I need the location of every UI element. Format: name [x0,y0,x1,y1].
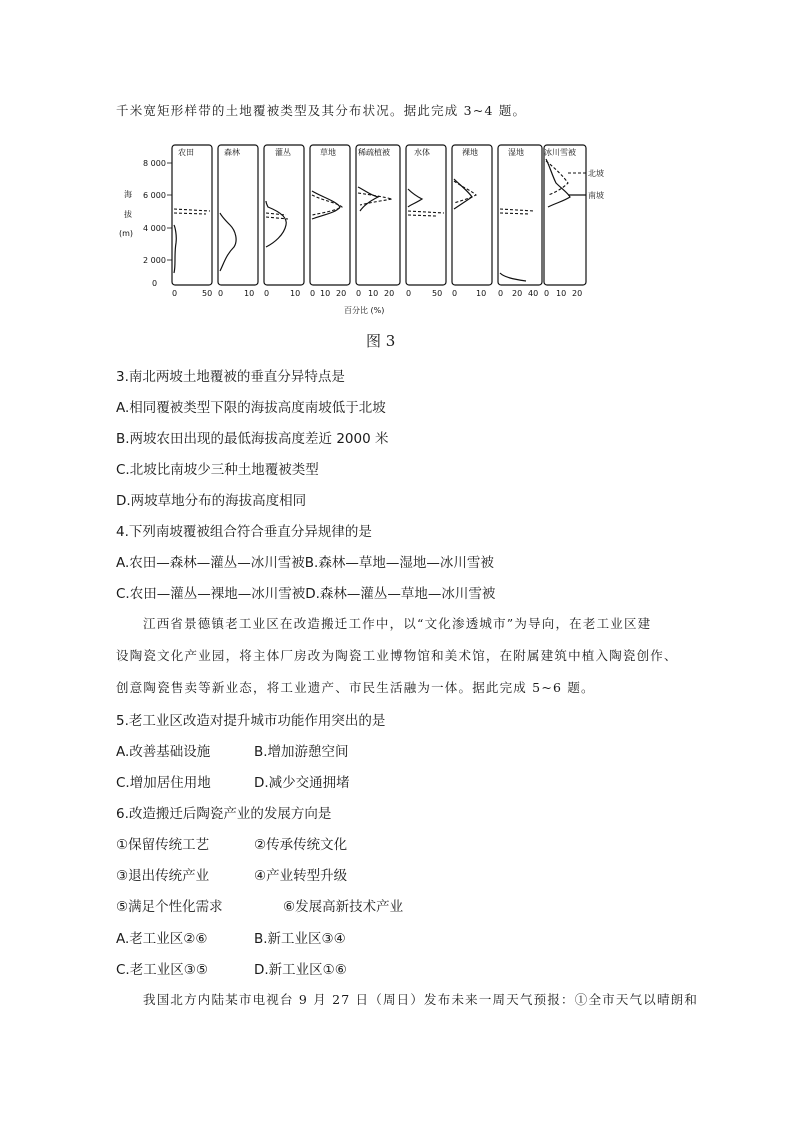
x-tick: 0 [498,289,504,298]
q6-option-c[interactable]: C.老工业区③⑤ [116,962,208,978]
q3-option-b[interactable]: B.两坡农田出现的最低海拔高度差近 2000 米 [116,431,389,447]
x-tick: 20 [512,289,523,298]
x-tick: 0 [544,289,550,298]
x-axis-label: 百分比 (%) [344,306,385,315]
y-tick-8000: 8 000 [143,159,166,168]
x-tick: 10 [320,289,331,298]
panel-title-shrub: 灌丛 [275,148,291,157]
q5-stem: 5.老工业区改造对提升城市功能作用突出的是 [116,713,386,729]
q5-option-d[interactable]: D.减少交通拥堵 [254,775,350,791]
q6-item-1: ①保留传统工艺 [116,837,210,853]
panel-glacier-snow [544,145,586,298]
panel-sparse-vegetation [356,145,400,298]
q3-option-a[interactable]: A.相同覆被类型下限的海拔高度南坡低于北坡 [116,400,386,416]
x-tick: 10 [368,289,379,298]
q5-option-b[interactable]: B.增加游憩空间 [254,744,349,760]
x-tick: 10 [556,289,567,298]
passage2-line-3: 创意陶瓷售卖等新业态，将工业遗产、市民生活融为一体。据此完成 5~6 题。 [116,680,595,695]
passage2-line-1: 江西省景德镇老工业区在改造搬迁工作中，以“文化渗透城市”为导向，在老工业区建 [143,616,652,631]
q6-item-4: ④产业转型升级 [254,868,348,884]
panel-title-farmland: 农田 [178,148,194,157]
panel-title-forest: 森林 [224,148,240,157]
legend-north: 北坡 [588,169,604,178]
q4-options-ab[interactable]: A.农田—森林—灌丛—冰川雪被B.森林—草地—湿地—冰川雪被 [116,555,494,571]
panel-title-bare-land: 裸地 [462,148,478,157]
y-label-char-1: 海 [124,190,132,199]
x-tick: 0 [452,289,458,298]
y-tick-2000: 2 000 [143,256,166,265]
x-tick: 0 [406,289,412,298]
x-tick: 20 [384,289,395,298]
panel-title-sparse-vegetation: 稀疏植被 [358,148,390,157]
panel-bare-land [452,145,492,298]
intro-line: 千米宽矩形样带的土地覆被类型及其分布状况。据此完成 3~4 题。 [116,103,527,118]
y-label-char-2: 拔 [124,210,132,219]
x-tick: 10 [290,289,301,298]
x-tick: 20 [336,289,347,298]
panel-title-wetland: 湿地 [508,148,524,157]
x-tick: 20 [572,289,583,298]
q6-option-a[interactable]: A.老工业区②⑥ [116,931,208,947]
panel-forest [218,145,258,298]
y-tick-0: 0 [152,279,158,288]
y-label-unit: (m) [119,229,134,238]
figure-caption: 图 3 [366,332,396,350]
q6-option-d[interactable]: D.新工业区①⑥ [254,962,347,978]
y-tick-4000: 4 000 [143,224,166,233]
panel-shrub [264,145,304,298]
x-tick: 0 [264,289,270,298]
q4-options-cd[interactable]: C.农田—灌丛—裸地—冰川雪被D.森林—灌丛—草地—冰川雪被 [116,586,496,602]
q4-stem: 4.下列南坡覆被组合符合垂直分异规律的是 [116,524,372,540]
q6-stem: 6.改造搬迁后陶瓷产业的发展方向是 [116,806,332,822]
x-tick: 50 [432,289,443,298]
x-tick: 40 [528,289,539,298]
x-tick: 10 [476,289,487,298]
x-tick: 10 [244,289,255,298]
x-tick: 0 [310,289,316,298]
passage2-line-2: 设陶瓷文化产业园，将主体厂房改为陶瓷工业博物馆和美术馆，在附属建筑中植入陶瓷创作、 [116,648,678,663]
land-cover-figure [116,135,604,320]
x-tick: 0 [356,289,362,298]
q5-option-c[interactable]: C.增加居住用地 [116,775,211,791]
panel-water [406,145,446,298]
q6-item-6: ⑥发展高新技术产业 [283,899,404,915]
x-tick: 0 [218,289,224,298]
q6-option-b[interactable]: B.新工业区③④ [254,931,346,947]
q3-option-c[interactable]: C.北坡比南坡少三种土地覆被类型 [116,462,319,478]
q3-stem: 3.南北两坡土地覆被的垂直分异特点是 [116,369,345,385]
panel-wetland [498,145,542,298]
panel-grassland [310,145,350,298]
x-tick: 50 [202,289,213,298]
panel-title-glacier-snow: 冰川雪被 [544,148,576,157]
q3-option-d[interactable]: D.两坡草地分布的海拔高度相同 [116,493,307,509]
q6-item-5: ⑤满足个性化需求 [116,899,223,915]
panel-title-grassland: 草地 [320,148,336,157]
panel-title-water: 水体 [414,148,430,157]
q6-item-3: ③退出传统产业 [116,868,210,884]
y-tick-6000: 6 000 [143,191,166,200]
legend-south: 南坡 [588,191,604,200]
panel-farmland [172,145,212,298]
x-tick: 0 [172,289,178,298]
q6-item-2: ②传承传统文化 [254,837,348,853]
passage3-line-1: 我国北方内陆某市电视台 9 月 27 日（周日）发布未来一周天气预报：①全市天气以晴朗和 [143,992,699,1007]
q5-option-a[interactable]: A.改善基础设施 [116,744,211,760]
